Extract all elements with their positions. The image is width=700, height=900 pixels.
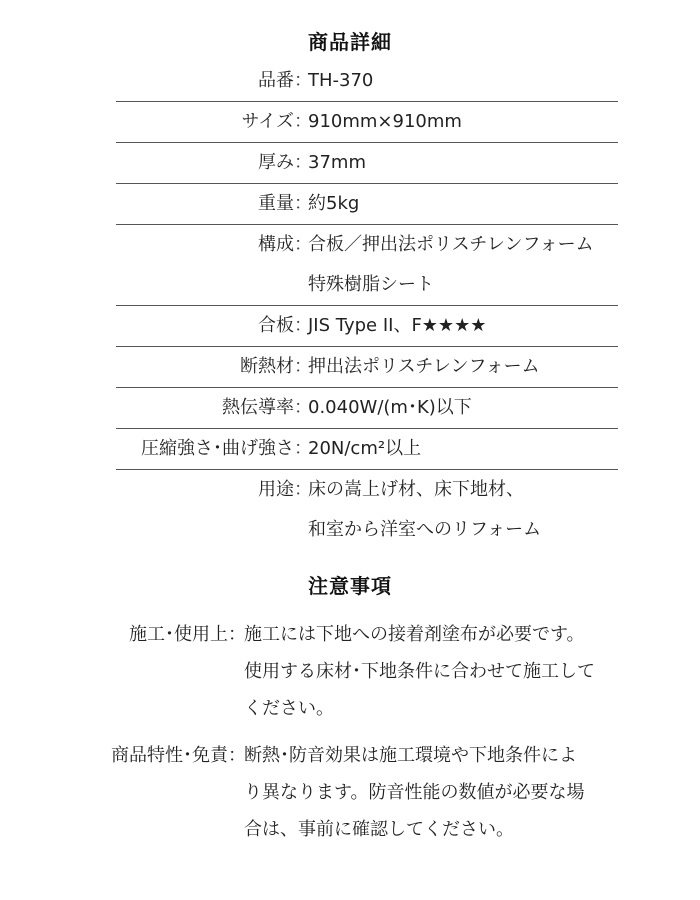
spec-value [308,388,618,428]
spec-value-line: 0.040W/(m･K)以下 [308,397,472,418]
spec-table [116,61,618,550]
spec-separator: ： [294,479,312,500]
spec-separator: ： [294,438,312,459]
note-body [244,616,638,727]
note-line: り異なります。防音性能の数値が必要な場 [244,782,585,803]
spec-row-usage [116,470,618,550]
spec-row-composition [116,225,618,306]
spec-separator: ： [294,70,312,91]
spec-value [308,61,618,101]
spec-value [308,306,618,346]
spec-value-line: 20N/cm²以上 [308,438,422,459]
spec-value-line: 床の嵩上げ材、床下地材、 [308,479,524,500]
notes-list [80,616,650,858]
spec-separator: ： [294,397,312,418]
spec-value [308,184,618,224]
note-body [244,737,638,848]
spec-label: 熱伝導率 [222,397,294,418]
spec-row-strength [116,429,618,470]
spec-separator: ： [294,111,312,132]
spec-value [308,143,618,183]
spec-value [308,429,618,469]
note-label: 施工･使用上 [129,624,228,645]
note-line: 断熱･防音効果は施工環境や下地条件によ [244,745,577,766]
spec-separator: ： [294,356,312,377]
spec-row-part-number [116,61,618,102]
spec-value-line: 37mm [308,152,366,173]
spec-value-line: 押出法ポリスチレンフォーム [308,356,540,377]
spec-label: 断熱材 [240,356,294,377]
spec-value-line: 約5kg [308,193,360,214]
spec-value-line: JIS Type II、F★★★★ [308,315,487,336]
spec-row-plywood [116,306,618,347]
spec-separator: ： [294,234,312,255]
spec-row-weight [116,184,618,225]
spec-value [308,102,618,142]
spec-value [308,225,618,305]
note-line: 使用する床材･下地条件に合わせて施工して [244,661,595,682]
note-installation [80,616,650,727]
note-separator: ： [228,745,246,766]
spec-label: 用途 [258,479,294,500]
spec-separator: ： [294,193,312,214]
notes-title: 注意事項 [308,574,392,598]
spec-value-line: 和室から洋室へのリフォーム [308,519,542,540]
spec-separator: ： [294,152,312,173]
spec-value [308,347,618,387]
spec-value-line: 910mm×910mm [308,111,462,132]
spec-value [308,470,618,550]
spec-row-thermal-conductivity [116,388,618,429]
spec-value-line: TH-370 [308,70,374,91]
note-line: 合は、事前に確認してください。 [244,819,514,840]
details-title: 商品詳細 [308,30,392,54]
spec-label: 重量 [258,193,294,214]
spec-separator: ： [294,315,312,336]
spec-label: サイズ [241,111,294,132]
note-disclaimer [80,737,650,848]
spec-label: 品番 [258,70,294,91]
spec-row-size [116,102,618,143]
spec-value-line: 特殊樹脂シート [308,274,434,295]
note-line: 施工には下地への接着剤塗布が必要です。 [244,624,585,645]
spec-label: 構成 [258,234,294,255]
spec-label: 合板 [258,315,294,336]
spec-label: 厚み [258,152,294,173]
note-label: 商品特性･免責 [111,745,228,766]
note-line: ください。 [244,698,334,719]
spec-row-insulation [116,347,618,388]
note-separator: ： [228,624,246,645]
spec-row-thickness [116,143,618,184]
spec-value-line: 合板／押出法ポリスチレンフォーム [308,234,594,255]
spec-label: 圧縮強さ･曲げ強さ [141,438,294,459]
